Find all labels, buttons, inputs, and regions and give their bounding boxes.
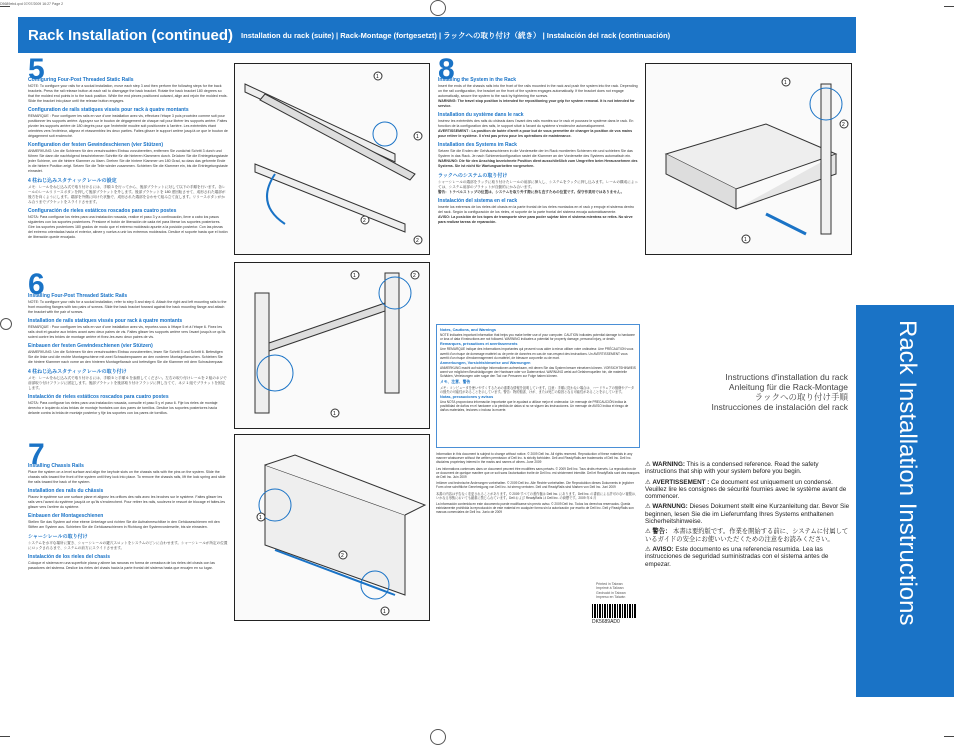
step-number-8: 8	[438, 53, 455, 86]
svg-text:2: 2	[413, 273, 416, 279]
warning-text: Ce document est uniquement un condensé. Veuillez lire les consignes de sécurité fournies avec le système avant de commencer.	[645, 478, 847, 501]
section-text: NOTA: Para configurar los rieles para una instalación roscada, realice el paso 3 y a continuación, lleve a cabo los pasos siguientes con los soportes posteriores. Presione el botón de liberación de cada riel para liberar los soportes posteriores. Gire los soportes posteriores 180 grados de modo que el extremo moldeado apunte a la posición posterior. Con las piezas del extremo orientadas hacia el exterior, alinee y vuelva a unir los extremos moldeados. Deslice el soporte hasta que el botón de liberación quede encajado.	[28, 215, 228, 239]
legal-paragraph: 本書の内容は予告なく変更されることがあります。© 2009 すべての著作権は Dell Inc. にあります。Dell Inc. の書面による許可のない複製は、いかなる形態においても厳重に禁じられています。Dell および ReadyRails は Dell Inc. の商標です。2009 年 6 月	[436, 491, 639, 500]
step-8-illustration	[645, 63, 852, 255]
section-title: Configuración de rieles estáticos roscados para cuatro postes	[28, 208, 177, 214]
header-bar	[18, 17, 856, 53]
file-info: D5689ebd.qxd 07/07/2009 16:27 Page 2	[0, 2, 64, 6]
registration-mark	[430, 0, 446, 16]
cover-title: Rack Installation Instructions	[894, 320, 921, 626]
warning-text: 本書は要約版です。作業を開始する前に、システムに付属しているガイドの安全にお使いいただくための注意をお読みください。	[645, 528, 849, 543]
section-title: 4 柱ねじ込みスタティックレールの取り付け	[28, 369, 127, 375]
section-text: NOTE: To configure your rails for a sockal installation, move each step 3 and then perform the following steps for the back brackets. Press the rail release button at each rail to disengage the back bracket. Rotate the back bracket 180 degrees so that the molded end points in to the back position. While the end pieces positioned outward, align and rejoin the molded ends. Slide the bracket into place until the release button engages.	[28, 84, 228, 103]
warning-label: WARNUNG:	[652, 503, 688, 511]
section-title: Installation des rails du châssis	[28, 488, 104, 494]
notes-title: Anmerkungen, Vorsichtshinweise und Warnungen	[440, 361, 531, 366]
crop-mark	[944, 736, 954, 737]
section-text: システムを水平な場所に置き、シャーシレールの鍵穴スロットをシステムのピンに合わせます。シャーシレールが所定の位置にロックされるまで、システムの前方にスライドさせます。	[28, 541, 228, 550]
crop-mark	[0, 6, 10, 7]
subtitle-line: Instructions d'installation du rack	[725, 372, 848, 382]
warning-icon: ⚠	[645, 503, 651, 511]
step-7-illustration	[234, 434, 430, 621]
section-title: Einbauen der festen Gewindeschienen (vier Stützen)	[28, 343, 153, 349]
notes-box	[436, 324, 640, 448]
svg-text:1: 1	[744, 237, 747, 243]
section-text: Setzen Sie die Enden der Gehäuseschienen in die Vorderseite der im Rack montierten Schienen ein und schieben Sie das System in das Rack. Je nach Schienenkonfiguration rastet die Klammer an der Vorderseite des Systems automatisch ein.	[438, 149, 633, 158]
cover-warnings	[645, 461, 850, 571]
warning-icon: ⚠	[645, 528, 651, 536]
notes-text: NOTE indicates important information that helps you make better use of your computer. CAUTION indicates potential damage to hardware or loss of data if instructions are not followed. WARNING indicates a potential for property damage, personal injury, or death.	[440, 333, 635, 342]
crop-mark	[944, 6, 954, 7]
printed-line: Impreso en Taiwán	[596, 594, 626, 599]
notes-title: メモ、注意、警告	[440, 379, 471, 384]
step-6-illustration	[234, 262, 430, 429]
section-title: Konfiguration der festen Gewindeschienen (vier Stützen)	[28, 142, 164, 148]
step-6-text	[28, 290, 228, 430]
section-text: シャーシレールの端部をラックに取り付けたレールの前部に挿入し、システムをラックに押し込みます。レールの構成によっては、システム前部のブラケットが自動的にかみ合います。	[438, 180, 638, 189]
warning-icon: ⚠	[645, 545, 651, 553]
svg-text:1: 1	[333, 411, 336, 417]
step-number-6: 6	[28, 268, 45, 301]
section-title: Instalación del sistema en el rack	[438, 198, 518, 204]
svg-text:1: 1	[383, 609, 386, 615]
section-text: Inserte los extremos de los rieles del chasis en la parte frontal de los rieles montados en el rack y empuje el sistema dentro del rack. Según la configuración de los rieles, el soporte de la parte frontal del sistema encaja automáticamente.	[438, 205, 634, 214]
section-text: ANMERKUNG: Um die Schienen für den verschraubten Einbau vorzubereiten, entfernen Sie zunächst Schritt 3 durch und führen Sie dann die nachfolgend beschriebenen Schritte für die hinteren Klammern durch. Drücken Sie die Entriegelungstaste jeder Schiene, um die hintere Klammer zu lösen. Drehen Sie die hintere Klammer um 180 Grad, so dass das geformte Ende in die hintere Position zeigt. Setzen Sie die Teile wieder zusammen. Schieben Sie die Klammer ein, bis die Entriegelungstaste einrastet.	[28, 149, 228, 173]
svg-text:1: 1	[416, 134, 419, 140]
step-5-illustration	[234, 63, 430, 255]
notes-text: Une REMARQUE indique des informations importantes qui peuvent vous aider à mieux utiliser votre ordinateur. Une PRÉCAUTION vous avertit d'un risque de dommage matériel ou de perte de données en cas de non-respect des instructions. Un AVERTISSEMENT vous avertit d'un risque d'endommagement du matériel, de blessure corporelle ou de mort.	[440, 347, 634, 360]
printed-in	[596, 582, 626, 599]
printed-line: Gedruckt in Taiwan	[596, 590, 626, 595]
warning-text: This is a condensed reference. Read the safety instructions that ship with your system before you begin.	[645, 461, 819, 476]
barcode	[592, 604, 636, 618]
printed-line: Imprimé à Taïwan	[596, 586, 624, 591]
subtitle-line: Anleitung für die Rack-Montage	[728, 382, 848, 392]
warning-text: AVERTISSEMENT : La position de butée d'arrêt a pour but de vous permettre de changer la position de vos mains pour retirer le système. Il n'est pas prévu pour les opérations de maintenance.	[438, 129, 633, 138]
crop-mark	[0, 736, 10, 737]
notes-text: Una NOTA proporciona información importante que le ayudará a utilizar mejor el ordenador. Un mensaje de PRECAUCIÓN indica la posibilidad de daños en el hardware o la pérdida de datos si no se siguen las instrucciones. Un mensaje de AVISO indica el riesgo de daños materiales, lesiones o incluso la muerte.	[440, 400, 629, 413]
svg-text:2: 2	[842, 122, 845, 128]
legal-paragraph: La información contenida en este documento puede modificarse sin previo aviso. © 2009 Dell Inc. Todos los derechos reservados. Queda estrictamente prohibida la reproducción de este material en cualquier forma sin la autorización por escrito de Dell Inc. Dell y ReadyRails son marcas comerciales de Dell Inc. Junio de 2009	[436, 502, 634, 515]
warning-label: 警告：	[652, 528, 672, 536]
svg-text:2: 2	[416, 238, 419, 244]
page-subtitle: Installation du rack (suite) | Rack-Montage (fortgesetzt) | ラックへの取り付け（続き） | Instalación del rack (continuación)	[241, 30, 671, 40]
section-title: Installation des Systems im Rack	[438, 142, 517, 148]
part-number: DK5689AD0	[592, 619, 620, 625]
notes-title: Remarques, précautions et avertissements	[440, 342, 518, 347]
step-5-text	[28, 74, 228, 258]
subtitle-line: Instrucciones de instalación del rack	[711, 402, 848, 412]
legal-paragraph: Information in this document is subject to change without notice. © 2009 Dell Inc. All rights reserved. Reproduction of these materials in any manner whatsoever without the written permission of Dell Inc. is strictly forbidden. Dell and ReadyRails are trademarks of Dell Inc. Dell Inc. disclaims proprietary interest in the marks and names of others. June 2009	[436, 452, 633, 465]
section-title: シャーシレールの取り付け	[28, 534, 88, 540]
section-title: Installing the System in the Rack	[438, 77, 517, 83]
subtitle-line: ラックへの取り付け手順	[754, 392, 848, 402]
svg-text:1: 1	[376, 74, 379, 80]
svg-text:2: 2	[341, 553, 344, 559]
warning-icon: ⚠	[645, 461, 651, 468]
section-text: NOTA: Para configurar los rieles para una instalación roscada, consulte el paso 5 y el paso 6. Fije los rieles de montaje derecho e izquierdo a las bridas de montaje frontales con dos pares de tornillos. Deslice los soportes posteriores hacia delante contra la brida de montaje posterior y fije los soportes con los pares de tornillos.	[28, 401, 218, 415]
svg-text:2: 2	[363, 218, 366, 224]
notes-title: Notas, precauciones y avisos	[440, 395, 494, 400]
section-text: ANMERKUNG: Um die Schienen für den verschraubten Einbau vorzubereiten, lesen Sie Schritt 5 und Schritt 6. Befestigen Sie die linke und die rechte Montageschiene mit zwei Schraubenpaaren an den vorderen Montageflanschen. Schieben Sie die hintere Klammer nach vorne an den hinteren Montageflansch und befestigen Sie die Klammer mit dem Schraubenpaar.	[28, 350, 224, 364]
section-title: Configuration de rails statiques vissés pour rack à quatre montants	[28, 107, 189, 113]
svg-text:1: 1	[784, 80, 787, 86]
step-8-text	[438, 74, 638, 322]
section-text: NOTE: To configure your rails for a sockal installation, refer to step 5 and step 6. Attach the right and left mounting rails to the front mounting flanges with two pairs of screws. Slide the back bracket forward against the back mounting flange and attach the bracket with the pair of screws.	[28, 300, 227, 314]
legal-paragraph: Les informations contenues dans ce document peuvent être modifiées sans préavis. © 2009 Dell Inc. Tous droits réservés. La reproduction de ce document de quelque manière que ce soit sans l'autorisation écrite de Dell Inc. est strictement interdite. Dell et ReadyRails sont des marques de Dell Inc. Juin 2009	[436, 466, 640, 480]
page-title: Rack Installation (continued)	[28, 26, 234, 44]
section-title: Installation de rails statiques vissés pour rack à quatre montants	[28, 318, 183, 324]
printed-line: Printed in Taiwan	[596, 582, 623, 586]
section-title: Einbauen der Montageschienen	[28, 513, 104, 519]
warning-label: WARNING:	[652, 461, 685, 468]
section-title: Configuring Four-Post Threaded Static Rails	[28, 77, 134, 83]
warning-label: AVISO:	[652, 545, 674, 553]
notes-title: Notes, Cautions, and Warnings	[440, 328, 496, 332]
step-7-text	[28, 460, 228, 620]
registration-mark	[0, 318, 12, 330]
legal-paragraph: Irrtümer und technische Änderungen vorbehalten. © 2009 Dell Inc. Alle Rechte vorbehalten. Die Reproduktion dieses Dokuments in jeglicher Form ohne schriftliche Genehmigung von Dell Inc. ist streng verboten. Dell und ReadyRails sind Marken von Dell Inc. Juni 2009	[436, 481, 634, 490]
svg-text:1: 1	[353, 273, 356, 279]
svg-text:1: 1	[259, 515, 262, 521]
section-title: Instalación de los rieles del chasis	[28, 554, 110, 560]
legal-text	[436, 452, 640, 584]
section-title: Installation du système dans le rack	[438, 112, 524, 118]
section-text: REMARQUE : Pour configurer les rails en vue d'une installation avec vis, effectuez l'étape 3 puis procédez comme suit pour positionner les supports arrière. Appuyez sur le bouton de dégagement de chaque rail pour libérer les supports arrière. Faites pivoter les supports arrière de 180 degrés pour que l'extrémité moulée soit positionnée à l'arrière. Les extrémités étant orientées vers l'extérieur, alignez et réassemblez les deux parties. Faites glisser le support arrière jusqu'à ce que le bouton de dégagement soit enclenché.	[28, 114, 228, 138]
warning-icon: ⚠	[645, 478, 651, 486]
step-number-5: 5	[28, 53, 45, 86]
warning-text: WARNUNG: Die für den Anschlag bezeichnete Position dient ausschließlich zum Umgreifen beim Herausnehmen des Systems. Sie ist nicht für Wartungsarbeiten vorgesehen.	[438, 159, 638, 168]
notes-text: ANMERKUNG macht auf wichtige Informationen aufmerksam, mit denen Sie das System besser einsetzen können. VORSICHTSHINWEIS warnt vor möglichen Beschädigungen der Hardware oder vor Datenverlust. WARNUNG weist auf Gefahrenquellen hin, die materielle Schäden, Verletzungen oder sogar den Tod von Personen zur Folge haben können.	[440, 366, 636, 379]
warning-text: Este documento es una referencia resumida. Lea las instrucciones de seguridad suministradas con el sistema antes de empezar.	[645, 545, 829, 568]
section-text: Place the system on a level surface and align the keyhole slots on the chassis rails with the pins on the system. Slide the chassis rails toward the front of the system until they lock into place. To remove the chassis rails, lift the lock spring and slide the rails toward the back of the system.	[28, 470, 226, 484]
section-title: Instalación de rieles estáticos roscados para cuatro postes	[28, 394, 169, 400]
cover-subtitles	[630, 372, 848, 412]
warning-text: WARNING: The travel stop position is intended for repositioning your grip for system removal. It is not intended for service.	[438, 99, 635, 108]
warning-label: AVERTISSEMENT :	[652, 478, 710, 486]
section-text: REMARQUE : Pour configurer les rails en vue d'une installation avec vis, reportez-vous à l'étape 5 et à l'étape 6. Fixez les rails droit et gauche aux brides avant avec deux paires de vis. Faites glisser les supports arrière vers l'avant jusqu'à ce qu'ils soient contre les brides de montage arrière et fixez-les avec deux paires de vis.	[28, 325, 226, 339]
section-title: Installing Four-Post Threaded Static Rails	[28, 293, 128, 299]
section-text: Insérez les extrémités des rails du châssis dans l'avant des rails montés sur le rack et poussez le système dans le rack. En fonction de la configuration des rails, le support situé à l'avant du système s'enclenche automatiquement.	[438, 119, 634, 128]
section-title: ラックへのシステムの取り付け	[438, 173, 508, 179]
warning-text: AVISO: La posición de los topes de transporte sirve para poder sujetar bien el sistema mientras se retira. No sirve para realizar tareas de reparación.	[438, 215, 633, 224]
notes-text: メモ：コンピュータを使いやすくするための重要な情報を説明しています。注意：手順に従わない場合は、ハードウェアの損傷やデータの損失の可能性があることを示しています。警告：物的損害、けが、または死亡の原因となる可能性があることを示しています。	[440, 385, 635, 394]
section-title: 4 柱ねじ込みスタティックレールの設定	[28, 178, 117, 184]
section-text: メモ：レールをねじ込み式で取り付けるには、手順 3 を行ってから、後部ブラケットに対して以下の手順を行います。各レールのレールリリースボタンを押して後部ブラケットを外します。後部ブラケットを 180 度回転させて、成形された端部が後方を向くようにします。端部を外側に向けた状態で、成形された端部を合わせて組み立て直します。リリースボタンがかみ合うまでブラケットをスライドさせます。	[28, 185, 226, 204]
section-text: Placez le système sur une surface plane et alignez les orifices des rails avec les broches sur le système. Faites glisser les rails vers l'avant du système jusqu'à ce qu'ils s'enclenchent. Pour retirer les rails, soulevez le ressort de blocage et faites-les glisser vers l'arrière du système.	[28, 495, 226, 509]
warning-text: 警告：トラベルストップの位置は、システムを取り外す際に持ち直すための位置です。保守作業用ではありません。	[438, 190, 625, 194]
warning-text: Dieses Dokument stellt eine Kurzanleitung dar. Bevor Sie beginnen, lesen Sie die im Lieferumfang Ihres Systems enthaltenen Sicherheitshinweise.	[645, 503, 850, 526]
section-text: メモ：レールをねじ込み式で取り付けるには、手順 5 と手順 6 を参照してください。左右の取り付けレールを 2 組のネジで前部取り付けフランジに固定します。後部ブラケットを後部取り付けフランジに押し当てて、ネジ 1 組でブラケットを固定します。	[28, 376, 227, 390]
section-title: Installing Chassis Rails	[28, 463, 84, 469]
step-number-7: 7	[28, 438, 45, 471]
section-text: Coloque el sistema en una superficie plana y alinee las ranuras en forma de cerradura de los rieles del chasis con las pasadores del sistema. Deslice los rieles del chasis hacia la parte frontal del sistema hasta que encajen en su lugar.	[28, 561, 215, 570]
section-text: Insert the ends of the chassis rails into the front of the rails mounted in the rack and push the system into the rack. Depending on the rail configuration, the bracket on the front of the system engages automatically. If the bracket does not engage automatically, secure the system to the rack by tightening the screws.	[438, 84, 638, 98]
section-text: Stellen Sie das System auf eine ebene Unterlage und richten Sie die Aufnahmeschlitze in den Gehäuseschienen mit den Stiften am System aus. Schieben Sie die Gehäuseschienen in Richtung der Systemvorderseite, bis sie einrasten.	[28, 520, 220, 529]
